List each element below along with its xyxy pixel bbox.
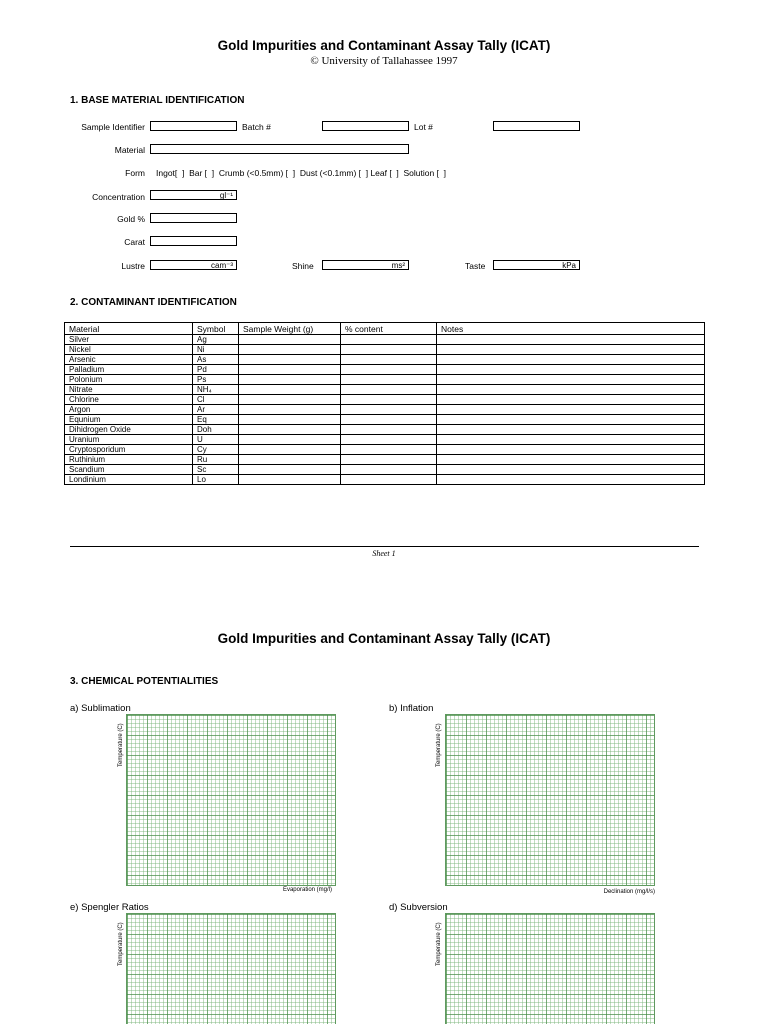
table-header-row: [65, 323, 705, 335]
graph-b-title: b) Inflation: [389, 703, 434, 714]
graph-a-title: a) Sublimation: [70, 703, 131, 714]
symbol-cell: Ar: [193, 405, 239, 415]
notes-cell[interactable]: [437, 345, 705, 355]
copyright-line: © University of Tallahassee 1997: [310, 55, 458, 67]
symbol-cell: Cl: [193, 395, 239, 405]
table-row: [65, 475, 705, 485]
percent-content-cell[interactable]: [341, 465, 437, 475]
symbol-cell: Sc: [193, 465, 239, 475]
form-label: Form: [125, 168, 145, 178]
material-label: Material: [114, 145, 145, 155]
percent-content-cell[interactable]: [341, 335, 437, 345]
notes-cell[interactable]: [437, 455, 705, 465]
notes-cell[interactable]: [437, 445, 705, 455]
column-header-notes: Notes: [437, 323, 705, 335]
sample-identifier-field[interactable]: [150, 121, 237, 131]
graph-d-grid[interactable]: [445, 913, 655, 1024]
notes-cell[interactable]: [437, 335, 705, 345]
notes-cell[interactable]: [437, 475, 705, 485]
contaminant-table: [64, 322, 705, 485]
percent-content-cell[interactable]: [341, 395, 437, 405]
section-2-heading: 2. CONTAMINANT IDENTIFICATION: [70, 297, 237, 308]
symbol-cell: Ps: [193, 375, 239, 385]
notes-cell[interactable]: [437, 405, 705, 415]
carat-field[interactable]: [150, 236, 237, 246]
percent-content-cell[interactable]: [341, 415, 437, 425]
notes-cell[interactable]: [437, 465, 705, 475]
percent-content-cell[interactable]: [341, 345, 437, 355]
table-row: [65, 385, 705, 395]
sheet-label: Sheet 1: [372, 549, 396, 558]
form-options[interactable]: Ingot[ ] Bar [ ] Crumb (<0.5mm) [ ] Dust (<0.1mm) [ ] Leaf [ ] Solution [ ]: [156, 168, 447, 178]
notes-cell[interactable]: [437, 375, 705, 385]
concentration-field[interactable]: gl⁻¹: [150, 190, 237, 200]
percent-content-cell[interactable]: [341, 435, 437, 445]
table-row: [65, 375, 705, 385]
sample-weight-cell[interactable]: [239, 445, 341, 455]
symbol-cell: Doh: [193, 425, 239, 435]
carat-label: Carat: [124, 237, 145, 247]
sample-weight-cell[interactable]: [239, 355, 341, 365]
footer-rule: [70, 546, 699, 547]
percent-content-cell[interactable]: [341, 405, 437, 415]
percent-content-cell[interactable]: [341, 355, 437, 365]
section-1-heading: 1. BASE MATERIAL IDENTIFICATION: [70, 95, 245, 106]
percent-content-cell[interactable]: [341, 385, 437, 395]
material-cell: Scandium: [65, 465, 193, 475]
material-cell: Dihidrogen Oxide: [65, 425, 193, 435]
percent-content-cell[interactable]: [341, 475, 437, 485]
notes-cell[interactable]: [437, 365, 705, 375]
table-row: [65, 415, 705, 425]
symbol-cell: NH₄: [193, 385, 239, 395]
material-cell: Uranium: [65, 435, 193, 445]
table-row: [65, 435, 705, 445]
table-row: [65, 365, 705, 375]
notes-cell[interactable]: [437, 435, 705, 445]
batch-label: Batch #: [242, 122, 271, 132]
gold-percent-label: Gold %: [117, 214, 145, 224]
material-cell: Cryptosporidum: [65, 445, 193, 455]
notes-cell[interactable]: [437, 385, 705, 395]
sample-weight-cell[interactable]: [239, 395, 341, 405]
graph-a-grid[interactable]: [126, 714, 336, 886]
material-cell: Nitrate: [65, 385, 193, 395]
sample-weight-cell[interactable]: [239, 435, 341, 445]
sample-weight-cell[interactable]: [239, 385, 341, 395]
lot-field[interactable]: [493, 121, 580, 131]
material-cell: Chlorine: [65, 395, 193, 405]
symbol-cell: Ni: [193, 345, 239, 355]
graph-b-ylabel: Temperature (C): [436, 723, 442, 767]
lustre-field[interactable]: cam⁻³: [150, 260, 237, 270]
table-row: [65, 335, 705, 345]
sample-weight-cell[interactable]: [239, 365, 341, 375]
shine-field[interactable]: ms²: [322, 260, 409, 270]
notes-cell[interactable]: [437, 415, 705, 425]
symbol-cell: Lo: [193, 475, 239, 485]
material-cell: Arsenic: [65, 355, 193, 365]
sample-weight-cell[interactable]: [239, 465, 341, 475]
table-row: [65, 345, 705, 355]
table-row: [65, 425, 705, 435]
material-cell: Palladium: [65, 365, 193, 375]
material-cell: Silver: [65, 335, 193, 345]
sample-weight-cell[interactable]: [239, 375, 341, 385]
table-row: [65, 355, 705, 365]
symbol-cell: Ag: [193, 335, 239, 345]
shine-label: Shine: [292, 261, 314, 271]
material-cell: Ruthinium: [65, 455, 193, 465]
symbol-cell: As: [193, 355, 239, 365]
column-header-percent-content: % content: [341, 323, 437, 335]
table-row: [65, 455, 705, 465]
symbol-cell: Pd: [193, 365, 239, 375]
material-cell: Polonium: [65, 375, 193, 385]
symbol-cell: U: [193, 435, 239, 445]
notes-cell[interactable]: [437, 395, 705, 405]
symbol-cell: Ru: [193, 455, 239, 465]
symbol-cell: Cy: [193, 445, 239, 455]
graph-e-grid[interactable]: [126, 913, 336, 1024]
sample-weight-cell[interactable]: [239, 455, 341, 465]
material-cell: Argon: [65, 405, 193, 415]
material-cell: Equnium: [65, 415, 193, 425]
gold-percent-field[interactable]: [150, 213, 237, 223]
sample-weight-cell[interactable]: [239, 415, 341, 425]
sample-weight-cell[interactable]: [239, 345, 341, 355]
page-title: Gold Impurities and Contaminant Assay Tally (ICAT): [217, 38, 551, 53]
graph-a-xlabel: Evaporation (mg/l): [282, 887, 332, 893]
percent-content-cell[interactable]: [341, 445, 437, 455]
lot-label: Lot #: [414, 122, 433, 132]
sample-weight-cell[interactable]: [239, 475, 341, 485]
graph-d-ylabel: Temperature (C): [436, 922, 442, 966]
column-header-sample-weight: Sample Weight (g): [239, 323, 341, 335]
column-header-material: Material: [65, 323, 193, 335]
batch-field[interactable]: [322, 121, 409, 131]
graph-a-ylabel: Temperature (C): [118, 723, 124, 767]
material-cell: Londinium: [65, 475, 193, 485]
page-2-title: Gold Impurities and Contaminant Assay Tally (ICAT): [217, 631, 551, 646]
graph-d-title: d) Subversion: [389, 902, 448, 913]
symbol-cell: Eq: [193, 415, 239, 425]
percent-content-cell[interactable]: [341, 455, 437, 465]
graph-e-title: e) Spengler Ratios: [70, 902, 149, 913]
graph-b-xlabel: Declination (mg/l/s): [603, 889, 655, 895]
table-row: [65, 465, 705, 475]
material-cell: Nickel: [65, 345, 193, 355]
sample-weight-cell[interactable]: [239, 335, 341, 345]
percent-content-cell[interactable]: [341, 425, 437, 435]
percent-content-cell[interactable]: [341, 375, 437, 385]
notes-cell[interactable]: [437, 355, 705, 365]
lustre-label: Lustre: [121, 261, 145, 271]
section-3-heading: 3. CHEMICAL POTENTIALITIES: [70, 676, 219, 687]
sample-identifier-label: Sample Identifier: [81, 122, 145, 132]
table-row: [65, 445, 705, 455]
notes-cell[interactable]: [437, 425, 705, 435]
column-header-symbol: Symbol: [193, 323, 239, 335]
concentration-label: Concentration: [92, 192, 145, 202]
graph-e-ylabel: Temperature (C): [118, 922, 124, 966]
graph-b-grid[interactable]: [445, 714, 655, 886]
taste-field[interactable]: kPa: [493, 260, 580, 270]
table-row: [65, 395, 705, 405]
sample-weight-cell[interactable]: [239, 405, 341, 415]
material-field[interactable]: [150, 144, 409, 154]
sample-weight-cell[interactable]: [239, 425, 341, 435]
taste-label: Taste: [465, 261, 486, 271]
table-row: [65, 405, 705, 415]
percent-content-cell[interactable]: [341, 365, 437, 375]
